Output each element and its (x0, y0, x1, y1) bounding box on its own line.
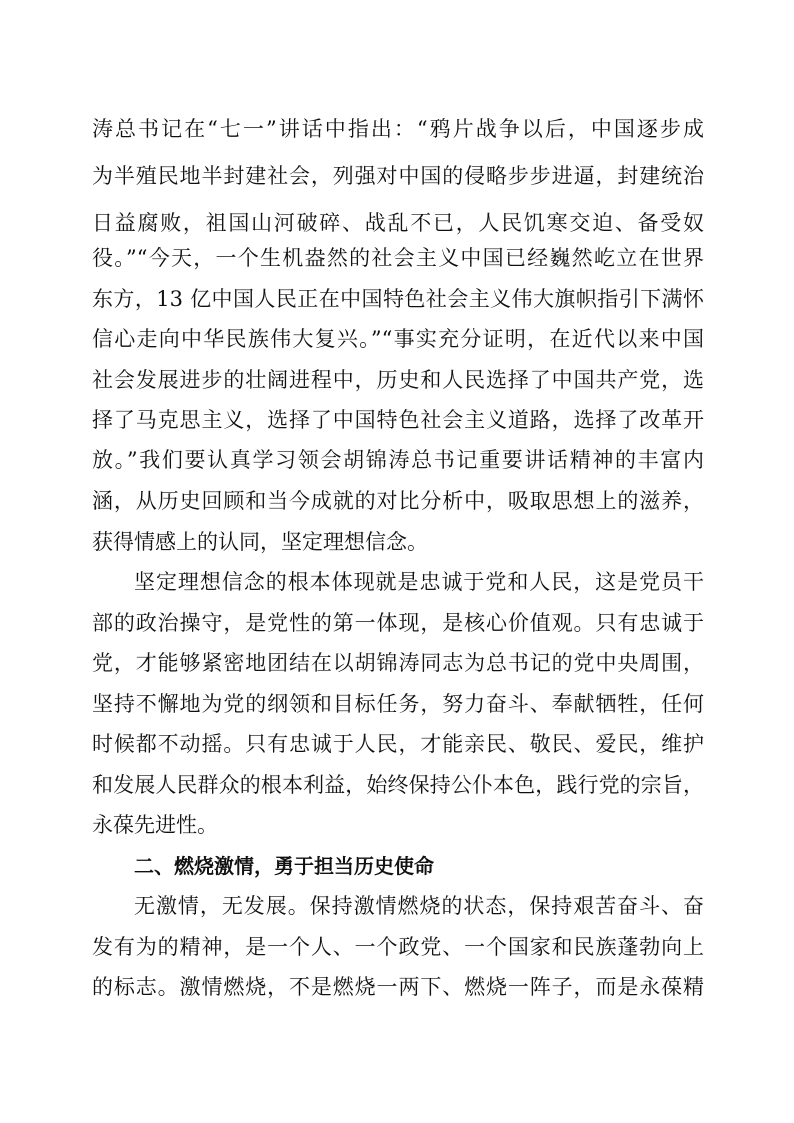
paragraph-line: 的标志。激情燃烧，不是燃烧一两下、燃烧一阵子，而是永葆精 (92, 975, 704, 999)
paragraph-line: 信心走向中华民族伟大复兴。”“事实充分证明，在近代以来中国 (92, 327, 704, 351)
paragraph-line: 永葆先进性。 (92, 813, 218, 837)
paragraph-line: 择了马克思主义，选择了中国特色社会主义道路，选择了改革开 (92, 408, 704, 432)
paragraph-line: 时候都不动摇。只有忠诚于人民，才能亲民、敬民、爱民，维护 (92, 732, 704, 756)
paragraph-line: 涵，从历史回顾和当今成就的对比分析中，吸取思想上的滋养， (92, 489, 704, 513)
paragraph-line: 为半殖民地半封建社会，列强对中国的侵略步步进逼，封建统治 (92, 164, 704, 188)
paragraph-line: 发有为的精神，是一个人、一个政党、一个国家和民族蓬勃向上 (92, 935, 704, 959)
paragraph-line: 无激情，无发展。保持激情燃烧的状态，保持艰苦奋斗、奋 (134, 894, 704, 918)
paragraph-line: 坚持不懈地为党的纲领和目标任务，努力奋斗、奉献牺牲，任何 (92, 692, 704, 716)
paragraph-line: 东方，13 亿中国人民正在中国特色社会主义伟大旗帜指引下满怀 (92, 287, 704, 311)
paragraph-line: 坚定理想信念的根本体现就是忠诚于党和人民，这是党员干 (134, 570, 704, 594)
paragraph-line: 涛总书记在“七一”讲话中指出：“鸦片战争以后，中国逐步成 (92, 117, 704, 141)
paragraph-line: 获得情感上的认同，坚定理想信念。 (92, 530, 428, 554)
paragraph-line: 日益腐败，祖国山河破碎、战乱不已，人民饥寒交迫、备受奴 (92, 211, 704, 235)
paragraph-line: 部的政治操守，是党性的第一体现，是核心价值观。只有忠诚于 (92, 611, 704, 635)
paragraph-line: 党，才能够紧密地团结在以胡锦涛同志为总书记的党中央周围， (92, 651, 704, 675)
paragraph-line: 役。”“今天，一个生机盎然的社会主义中国已经巍然屹立在世界 (92, 246, 704, 270)
paragraph-line: 放。”我们要认真学习领会胡锦涛总书记重要讲话精神的丰富内 (92, 448, 704, 472)
paragraph-line: 和发展人民群众的根本利益，始终保持公仆本色，践行党的宗旨， (92, 773, 704, 797)
paragraph-line: 社会发展进步的壮阔进程中，历史和人民选择了中国共产党，选 (92, 368, 704, 392)
section-heading: 二、燃烧激情，勇于担当历史使命 (134, 854, 434, 878)
